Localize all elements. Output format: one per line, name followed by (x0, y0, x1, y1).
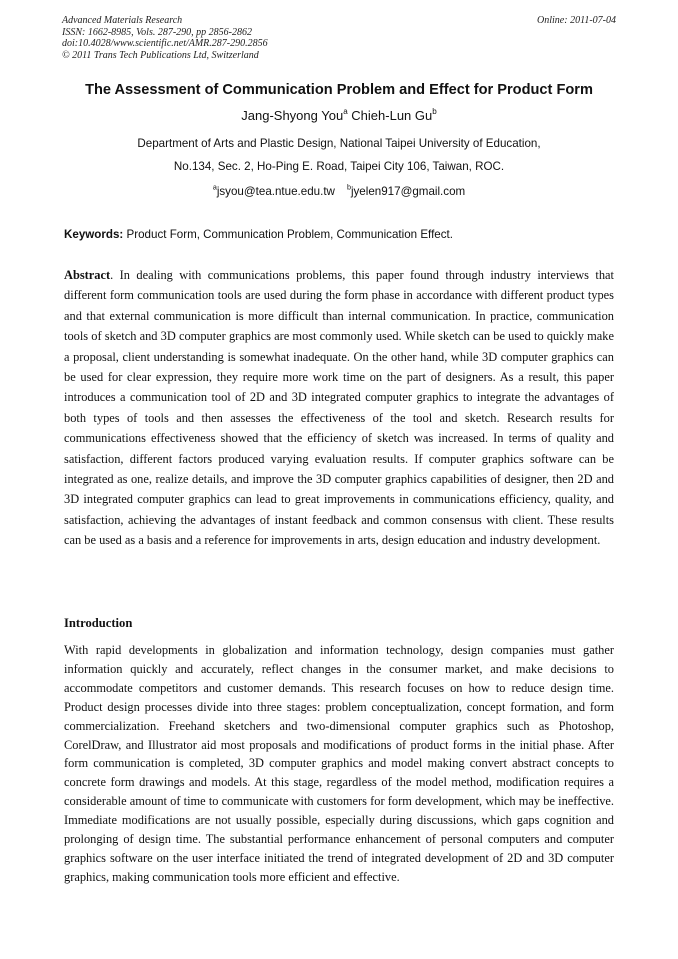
author-1: Jang-Shyong You (241, 108, 344, 123)
email-a[interactable]: jsyou@tea.ntue.edu.tw (216, 185, 335, 198)
author-1-marker: a (343, 106, 348, 116)
author-2: Chieh-Lun Gu (351, 108, 433, 123)
email-a-marker: a (212, 182, 217, 192)
keywords (64, 228, 616, 241)
introduction-heading: Introduction (64, 616, 133, 630)
journal-name: Advanced Materials Research (62, 15, 183, 26)
author-2-marker: b (432, 106, 437, 116)
author-line (0, 108, 678, 123)
keywords-text: Product Form, Communication Problem, Communication Effect. (126, 228, 453, 241)
affiliation-line-1: Department of Arts and Plastic Design, National Taipei University of Education, (137, 137, 541, 150)
online-date: Online: 2011-07-04 (537, 15, 616, 26)
issn-line: ISSN: 1662-8985, Vols. 287-290, pp 2856-2862 (62, 26, 252, 38)
email-line (0, 182, 678, 198)
journal-header (62, 15, 616, 61)
copyright-line: © 2011 Trans Tech Publications Ltd, Switzerland (62, 49, 259, 61)
abstract-text: . In dealing with communications problems, this paper found through industry interviews that different form communication tools are used during the form phase in accordance with different product types and that external communication is more difficult than internal communication. In practice, communication tools of sketch and 3D computer graphics are most commonly used. While sketch can be used to quickly make a proposal, client understanding is somewhat inadequate. On the other hand, while 3D computer graphics can be used for clear expression, they require more work time on the part of designers. As a result, this paper introduces a communication tool of 2D and 3D integrated computer graphics to integrate the advantages of both types of tools and then assesses the effectiveness of the tool and sketch. Research results for communications effectiveness showed that the efficiency of sketch was increased. In terms of quality and satisfaction, different factors produced varying evaluation results. If computer graphics software can be integrated as one, realize details, and improve the 3D computer graphics capabilities of designer, then 2D and 3D integrated computer graphics can lead to great improvements in communications efficiency, quality, and satisfaction, achieving the advantages of instant feedback and common consensus with client. These results can be used as a basis and a reference for improvements in arts, design education and industry development. (64, 268, 614, 548)
keywords-label: Keywords: (64, 228, 124, 241)
affiliation-line-2: No.134, Sec. 2, Ho-Ping E. Road, Taipei City 106, Taiwan, ROC. (173, 160, 505, 173)
introduction-paragraph: With rapid developments in globalization and information technology, design companies must gather information quickly and accurately, reflect changes in the consumer market, and make decisions to accommodate competitors and customer demands. This research focuses on how to reduce design time. Product design processes divide into three stages: problem conceptualization, concept formation, and form commercialization. Freehand sketchers and two-dimensional computer graphics such as Photoshop, CorelDraw, and Illustrator aid most proposals and modifications of product forms in the initial phase. After form communication is completed, 3D computer graphics and model making convert abstract concepts to concrete form drawings and models. At this stage, regardless of the model method, modification requires a considerable amount of time to communicate with customers for form development, which may be ineffective. Immediate modifications are not usually possible, especially during discussions, which gaps cognition and prolonging of design time. The substantial performance enhancement of personal computers and computer graphics software on the user interface initiated the trend of integrated development of 2D and 3D computer graphics, making communication tools more efficient and effective. (64, 643, 614, 884)
paper-title: The Assessment of Communication Problem and Effect for Product Form (85, 82, 593, 98)
doi-line: doi:10.4028/www.scientific.net/AMR.287-290.2856 (62, 38, 268, 49)
email-b[interactable]: jyelen917@gmail.com (350, 185, 466, 198)
email-b-marker: b (346, 182, 351, 192)
abstract-label: Abstract (64, 268, 111, 282)
abstract-paragraph (64, 265, 614, 551)
